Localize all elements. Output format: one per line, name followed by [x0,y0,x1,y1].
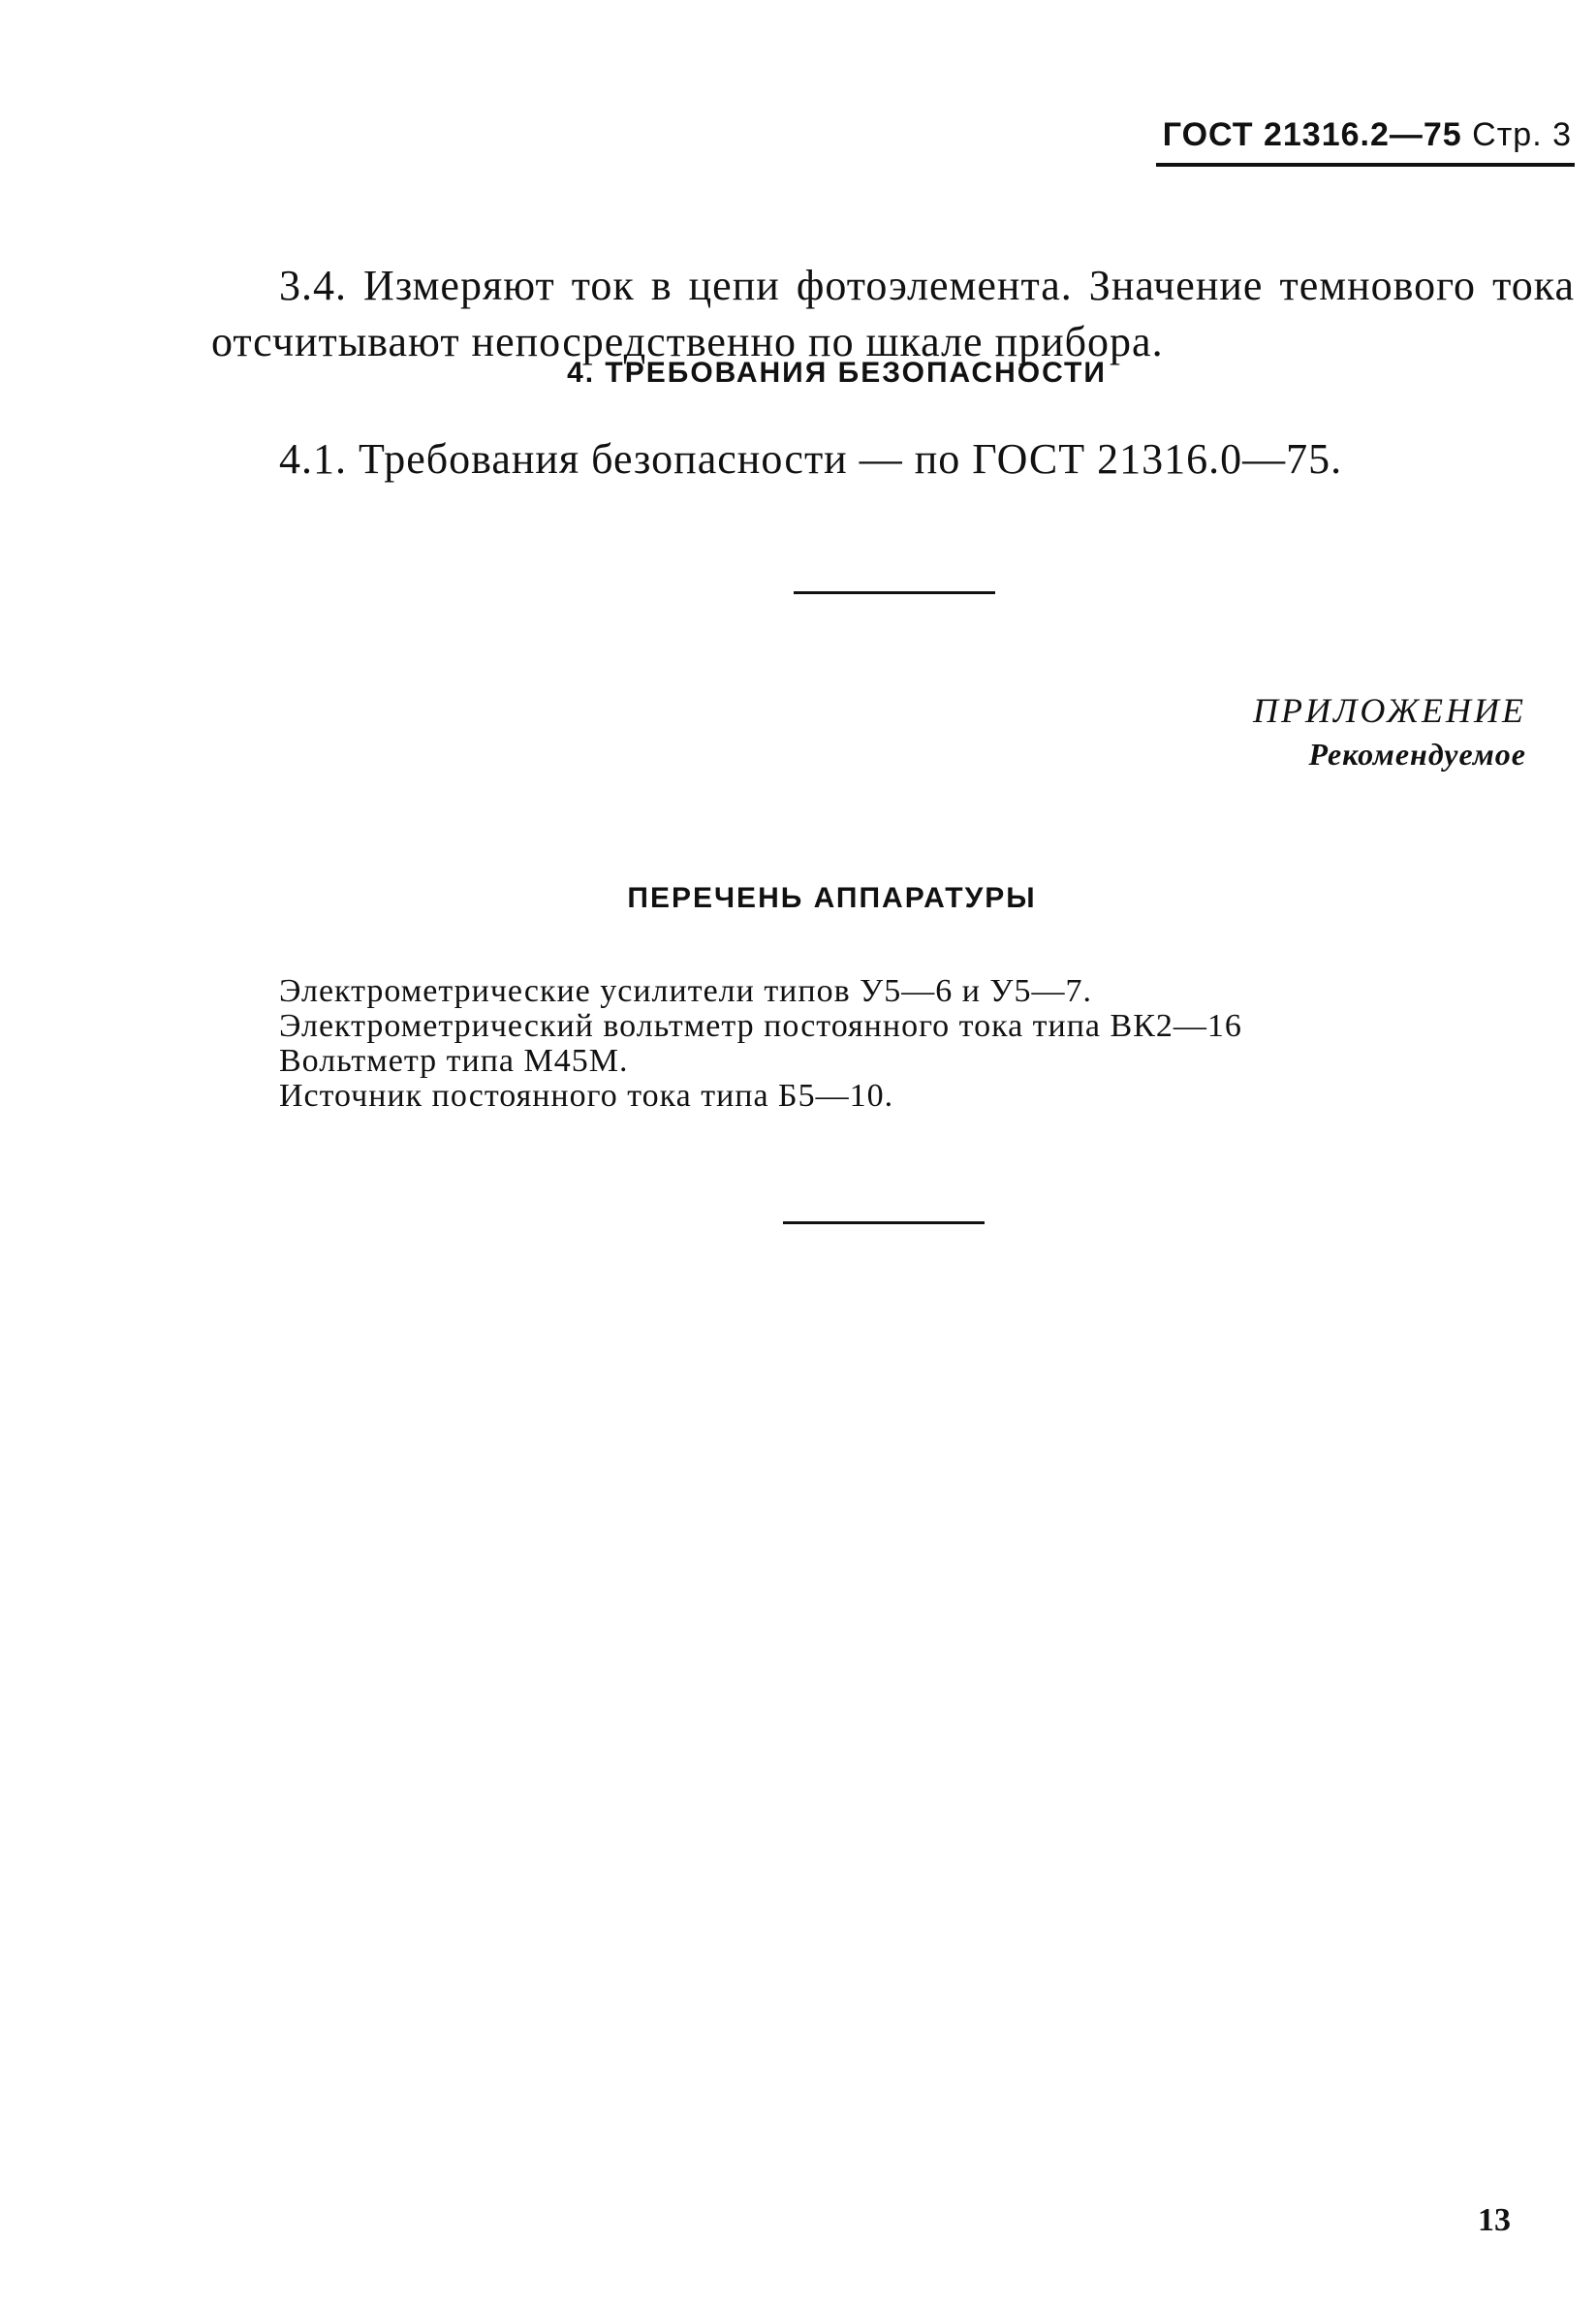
appendix-status: Рекомендуемое [1308,737,1526,772]
end-divider [783,1221,985,1224]
paragraph-3-4: 3.4. Измеряют ток в цепи фотоэлемента. Значение темнового тока отсчитывают непосредственно по шкале прибора. [211,262,1575,365]
section-4-title: 4. ТРЕБОВАНИЯ БЕЗОПАСНОСТИ [567,357,1107,389]
paragraph-4-1: 4.1. Требования безопасности — по ГОСТ 21316.0—75. [279,435,1343,483]
section-divider [794,591,995,594]
list-item: Вольтметр типа М45М. [279,1043,629,1079]
page-header [1163,116,1572,154]
appendix-label: ПРИЛОЖЕНИЕ [1253,691,1526,730]
page-label: Стр. 3 [1472,116,1572,153]
page-number: 13 [1478,2202,1511,2238]
list-item: Источник постоянного тока типа Б5—10. [279,1078,894,1114]
equipment-list [279,974,1242,1114]
equipment-list-title: ПЕРЕЧЕНЬ АППАРАТУРЫ [627,882,1037,914]
standard-number: ГОСТ 21316.2—75 [1162,116,1462,153]
header-rule [1156,163,1575,167]
list-item: Электрометрический вольтметр постоянного тока типа ВК2—16 [279,1008,1242,1044]
list-item: Электрометрические усилители типов У5—6 и У5—7. [279,973,1092,1009]
